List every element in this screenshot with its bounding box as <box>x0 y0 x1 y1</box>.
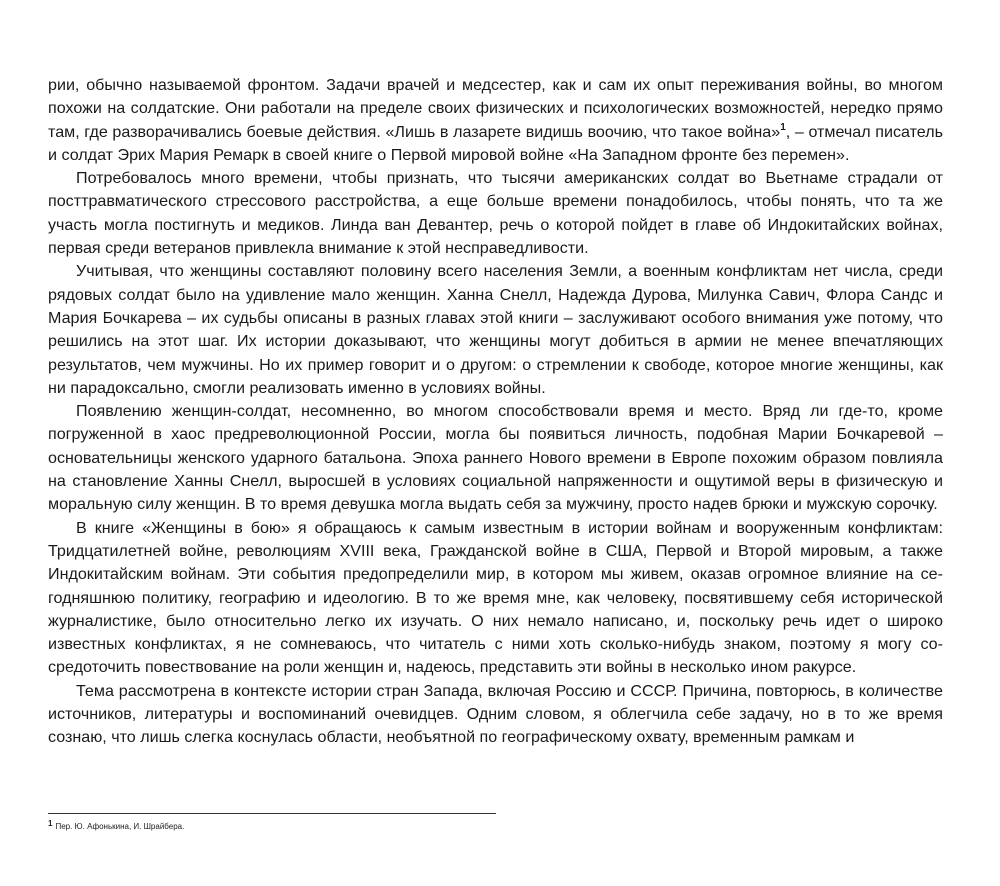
footnote-reference[interactable]: 1 <box>780 121 786 133</box>
paragraph-1-continued: , – отмечал писатель и солдат Эрих Мария Ремарк в своей книге о Первой мировой войне «На Западном фронте без перемен». <box>48 122 943 164</box>
footnote-text: Пер. Ю. Афонькина, И. Шрайбера. <box>55 822 185 831</box>
paragraph-6: Тема рассмотрена в контексте истории стран Запада, включая Россию и СССР. Причина, повторюсь, в количестве источников, литературы и воспоминаний очевидцев. Одним словом, я облегчила себе задачу, но в то же время сознаю, что лишь слегка коснулась области, необъятной по географическому охвату, временным рамкам и <box>48 681 943 747</box>
paragraph-1 <box>48 74 943 167</box>
paragraph-3: Учитывая, что женщины составляют половину всего населения Земли, а военным конфликтам нет числа, среди рядовых солдат было на удивление мало женщин. Ханна Снелл, Надежда Дурова, Милунка Савич, Флора Сандс и Мария Бочкарева – их судьбы описаны в разных главах этой книги – заслуживают особого внимания уже потому, что решились на этот шаг. Их истории доказывают, что женщины могут добиться в армии не менее впечатляющих результатов, чем мужчины. Но их пример говорит и о другом: о стремлении к свободе, которое многие женщины, как ни парадоксально, смогли реализовать именно в условиях войны. <box>48 262 943 397</box>
footnote-number: 1 <box>48 819 53 828</box>
paragraph-4: Появлению женщин-солдат, несомненно, во многом способствовали время и место. Вряд ли где-то, кроме погруженной в хаос предреволюционной России, могла бы появиться личность, подобная Марии Бочкаревой – основательницы женского ударного батальона. Эпоха раннего Нового времени в Европе похожим образом повлияла на становление Ханны Снелл, выросшей в условиях социальной напряженности и ощутимой веры в физическую и моральную силу женщин. В то время девушка могла выдать себя за мужчину, просто надев брюки и мужскую сорочку. <box>48 402 943 514</box>
footnote <box>48 818 184 833</box>
paragraph-5: В книге «Женщины в бою» я обращаюсь к самым известным в истории войнам и вооруженным конфликтам: Тридцатилетней войне, революциям XVIII века, Гражданской войне в США, Первой и Второй мировым, а также Индокитайским войнам. Эти события предопределили мир, в котором мы живем, оказав огромное влияние на сегодняшнюю политику, географию и идеологию. В то же время мне, как человеку, посвятившему себя исторической журналистике, было относительно легко их изучать. О них немало написано, и, поскольку речь идет о широко известных конфликтах, я не сомневаюсь, что читатель с ними хоть сколько-нибудь знаком, поэтому я могу сосредоточить повествование на роли женщин и, надеюсь, представить эти войны в несколько ином ракурсе. <box>48 518 943 677</box>
paragraph-1-text: рии, обычно называемой фронтом. Задачи врачей и медсестер, как и сам их опыт переживания войны, во многом похожи на солдатские. Они работали на пределе своих физических и психологических возможностей, нередко прямо там, где разворачивались боевые действия. «Лишь в лазарете видишь воочию, что такое война» <box>48 76 943 141</box>
main-text <box>48 74 943 750</box>
footnote-divider <box>48 813 496 814</box>
paragraph-2: Потребовалось много времени, чтобы признать, что тысячи американских солдат во Вьетнаме страдали от посттравматического стрессового расстройства, а еще больше времени понадобилось, чтобы понять, что та же участь могла постигнуть и медиков. Линда ван Девантер, речь о которой пойдет в главе об Индокитайских войнах, первая среди ветеранов привлекла внимание к этой несправедливости. <box>48 169 943 258</box>
